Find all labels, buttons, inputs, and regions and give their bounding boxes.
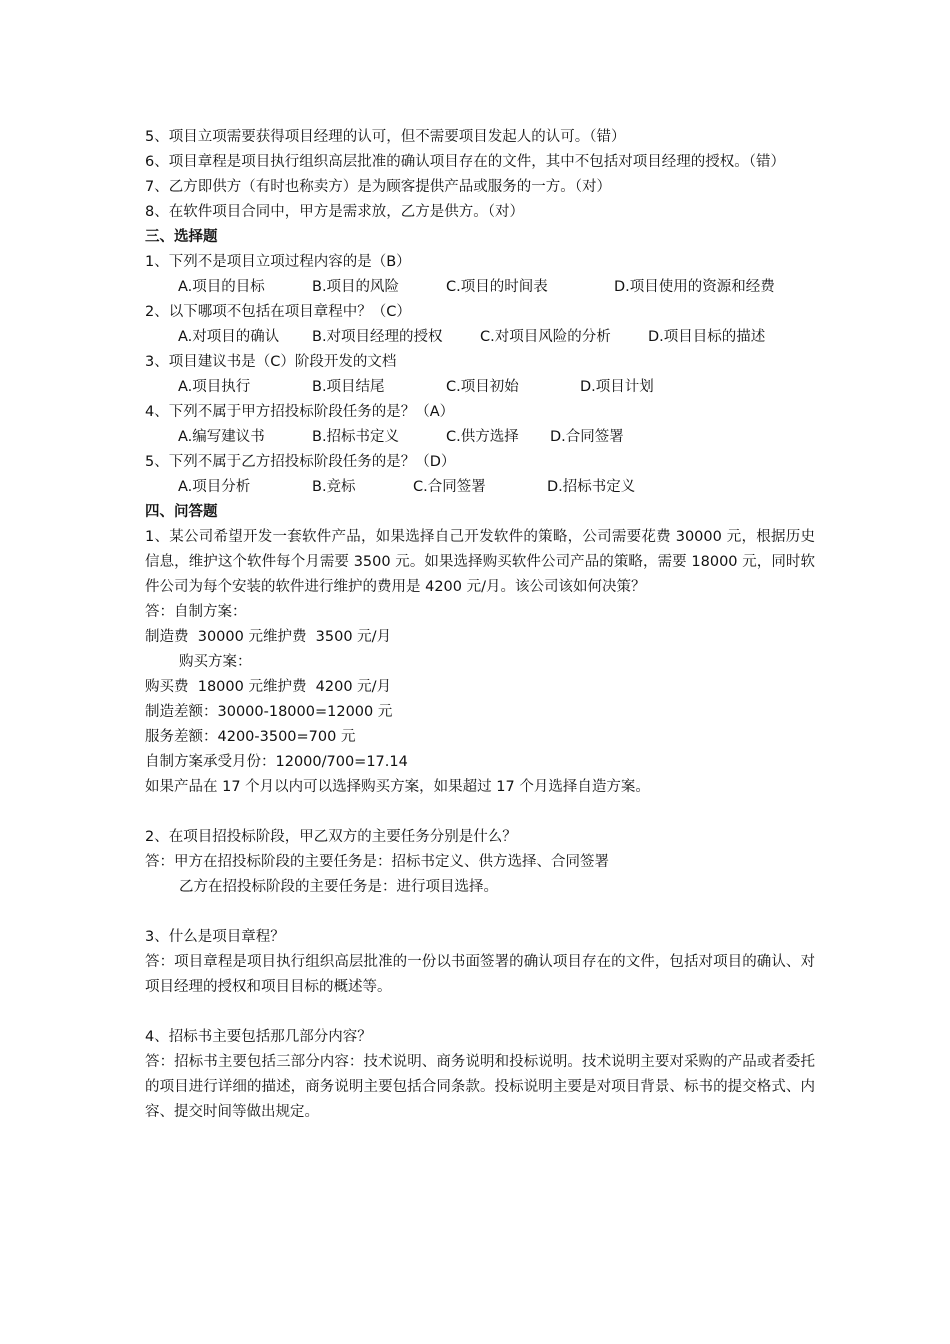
tf-item-5: 5、项目立项需要获得项目经理的认可，但不需要项目发起人的认可。（错）	[145, 129, 626, 145]
option-b: B.对项目经理的授权	[312, 329, 443, 345]
mc-question-5: 5、下列不属于乙方招投标阶段任务的是？（D）	[145, 454, 456, 470]
qa-answer-1-line: 答：自制方案：	[145, 604, 247, 620]
mc-question-3: 3、项目建议书是（C）阶段开发的文档	[145, 354, 397, 370]
qa-question-2: 2、在项目招投标阶段，甲乙双方的主要任务分别是什么？	[145, 829, 517, 845]
option-c: C.供方选择	[446, 429, 519, 445]
mc-options-1	[145, 275, 815, 300]
tf-item-7: 7、乙方即供方（有时也称卖方）是为顾客提供产品或服务的一方。（对）	[145, 179, 611, 195]
mc-options-3	[145, 375, 815, 400]
option-a: A.对项目的确认	[178, 329, 280, 345]
option-b: B.竞标	[312, 479, 356, 495]
qa-answer-1-line: 如果产品在 17 个月以内可以选择购买方案，如果超过 17 个月选择自造方案。	[145, 779, 650, 795]
qa-answer-1-line: 制造差额：30000-18000=12000 元	[145, 704, 393, 720]
section-heading-choice: 三、选择题	[145, 229, 218, 245]
qa-question-3: 3、什么是项目章程？	[145, 929, 285, 945]
mc-options-2	[145, 325, 815, 350]
option-d: D.招标书定义	[547, 479, 636, 495]
mc-question-4: 4、下列不属于甲方招投标阶段任务的是？（A）	[145, 404, 455, 420]
tf-item-6: 6、项目章程是项目执行组织高层批准的确认项目存在的文件，其中不包括对项目经理的授权。（错）	[145, 154, 785, 170]
option-a: A.编写建议书	[178, 429, 265, 445]
qa-question-4: 4、招标书主要包括那几部分内容？	[145, 1029, 372, 1045]
option-b: B.项目结尾	[312, 379, 385, 395]
option-b: B.项目的风险	[312, 279, 400, 295]
mc-question-2: 2、以下哪项不包括在项目章程中？（C）	[145, 304, 411, 320]
qa-answer-2-line: 乙方在招投标阶段的主要任务是：进行项目选择。	[179, 879, 498, 895]
qa-answer-1-line: 自制方案承受月份：12000/700=17.14	[145, 754, 408, 770]
option-a: A.项目执行	[178, 379, 251, 395]
qa-answer-1-line: 制造费 30000 元维护费 3500 元/月	[145, 629, 392, 645]
qa-answer-3: 答：项目章程是项目执行组织高层批准的一份以书面签署的确认项目存在的文件，包括对项目的确认、对项目经理的授权和项目目标的概述等。	[145, 954, 815, 995]
option-b: B.招标书定义	[312, 429, 400, 445]
document-body	[145, 125, 815, 1125]
spacer	[145, 900, 815, 925]
option-c: C.项目初始	[446, 379, 519, 395]
qa-answer-4: 答：招标书主要包括三部分内容：技术说明、商务说明和投标说明。技术说明主要对采购的产品或者委托的项目进行详细的描述，商务说明主要包括合同条款。投标说明主要是对项目背景、标书的提交格式、内容、提交时间等做出规定。	[145, 1054, 815, 1120]
option-c: C.项目的时间表	[446, 279, 548, 295]
mc-question-1: 1、下列不是项目立项过程内容的是（B）	[145, 254, 411, 270]
mc-options-5	[145, 475, 815, 500]
qa-question-1: 1、某公司希望开发一套软件产品，如果选择自己开发软件的策略，公司需要花费 30000 元，根据历史信息，维护这个软件每个月需要 3500 元。如果选择购买软件公司产品的策略，需要 18000 元，同时软件公司为每个安装的软件进行维护的费用是 4200 元/月。该公司该如何决策？	[145, 529, 815, 595]
tf-item-8: 8、在软件项目合同中，甲方是需求放，乙方是供方。（对）	[145, 204, 524, 220]
qa-answer-1-line: 服务差额：4200-3500=700 元	[145, 729, 356, 745]
option-d: D.项目计划	[580, 379, 654, 395]
qa-answer-1-line: 购买方案：	[179, 654, 252, 670]
option-c: C.合同签署	[413, 479, 486, 495]
option-d: D.项目目标的描述	[648, 329, 766, 345]
option-c: C.对项目风险的分析	[480, 329, 611, 345]
option-d: D.合同签署	[550, 429, 624, 445]
qa-answer-2-line: 答：甲方在招投标阶段的主要任务是：招标书定义、供方选择、合同签署	[145, 854, 609, 870]
mc-options-4	[145, 425, 815, 450]
option-a: A.项目分析	[178, 479, 251, 495]
option-a: A.项目的目标	[178, 279, 265, 295]
spacer	[145, 800, 815, 825]
section-heading-qa: 四、问答题	[145, 504, 218, 520]
option-d: D.项目使用的资源和经费	[614, 279, 775, 295]
spacer	[145, 1000, 815, 1025]
qa-answer-1-line: 购买费 18000 元维护费 4200 元/月	[145, 679, 392, 695]
